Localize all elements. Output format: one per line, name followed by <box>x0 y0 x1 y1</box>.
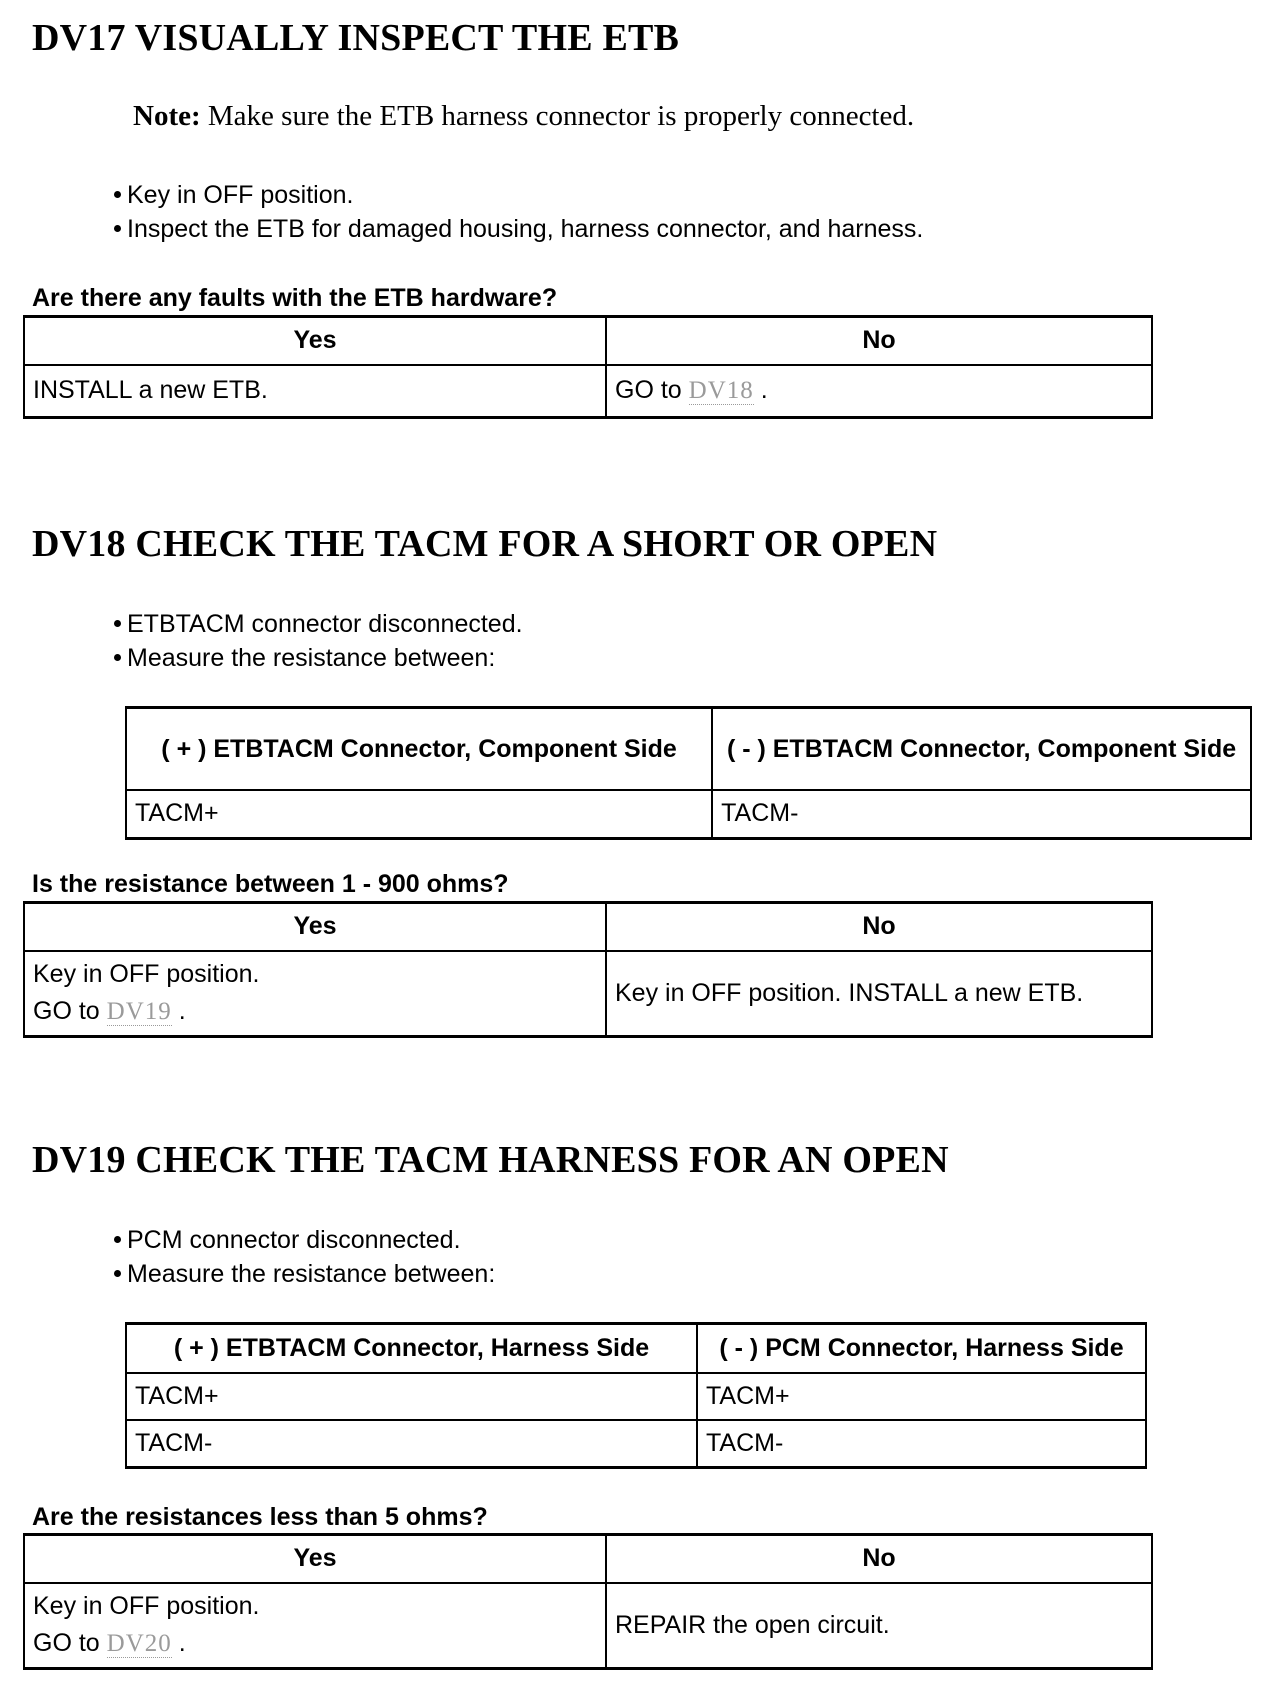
table-cell: TACM- <box>712 790 1251 839</box>
yes-header: Yes <box>24 317 606 365</box>
dv17-answer-table <box>23 315 1153 419</box>
dv20-link[interactable]: DV20 <box>106 1630 172 1658</box>
dv17-question: Are there any faults with the ETB hardware? <box>32 284 558 312</box>
no-cell: REPAIR the open circuit. <box>606 1583 1152 1669</box>
table-cell: TACM- <box>697 1420 1146 1468</box>
yes-line: Key in OFF position. <box>33 1592 260 1621</box>
dv19-measure-table <box>125 1322 1147 1469</box>
list-item <box>114 178 923 212</box>
table-cell: TACM- <box>126 1420 697 1468</box>
dv19-link[interactable]: DV19 <box>106 998 172 1026</box>
list-item-text: Key in OFF position. <box>127 181 354 209</box>
plus-connector-header: ( + ) ETBTACM Connector, Harness Side <box>126 1324 697 1373</box>
dv18-heading: DV18 CHECK THE TACM FOR A SHORT OR OPEN <box>32 523 938 565</box>
table-cell: TACM+ <box>126 790 712 839</box>
dv19-heading: DV19 CHECK THE TACM HARNESS FOR AN OPEN <box>32 1139 949 1181</box>
dv19-steps-list <box>114 1223 495 1291</box>
dv18-answer-table <box>23 901 1153 1038</box>
dv18-link[interactable]: DV18 <box>688 377 754 405</box>
bullet-icon <box>114 1270 121 1277</box>
yes-header: Yes <box>24 903 606 951</box>
go-to-suffix: . <box>171 997 186 1026</box>
table-cell: TACM+ <box>697 1373 1146 1420</box>
plus-connector-header: ( + ) ETBTACM Connector, Component Side <box>126 708 712 790</box>
no-header: No <box>606 1535 1152 1583</box>
bullet-icon <box>114 620 121 627</box>
note-text: Make sure the ETB harness connector is properly connected. <box>200 100 915 132</box>
bullet-icon <box>114 654 121 661</box>
yes-cell <box>24 951 606 1037</box>
yes-header: Yes <box>24 1535 606 1583</box>
yes-cell <box>24 1583 606 1669</box>
list-item-text: PCM connector disconnected. <box>127 1226 461 1254</box>
table-cell: TACM+ <box>126 1373 697 1420</box>
dv19-question: Are the resistances less than 5 ohms? <box>32 1503 488 1531</box>
list-item-text: Measure the resistance between: <box>127 1260 496 1288</box>
bullet-icon <box>114 225 121 232</box>
yes-line: Key in OFF position. <box>33 960 260 989</box>
list-item <box>114 607 523 641</box>
list-item-text: Measure the resistance between: <box>127 644 496 672</box>
dv17-note <box>133 100 914 133</box>
dv19-answer-table <box>23 1533 1153 1670</box>
dv18-question: Is the resistance between 1 - 900 ohms? <box>32 870 509 898</box>
dv17-heading: DV17 VISUALLY INSPECT THE ETB <box>32 17 680 59</box>
no-cell: Key in OFF position. INSTALL a new ETB. <box>606 951 1152 1037</box>
minus-connector-header: ( - ) ETBTACM Connector, Component Side <box>712 708 1251 790</box>
yes-line <box>33 1625 597 1662</box>
list-item-text: Inspect the ETB for damaged housing, harness connector, and harness. <box>127 215 924 243</box>
list-item <box>114 641 523 675</box>
dv17-steps-list <box>114 178 923 246</box>
go-to-suffix: . <box>171 1629 186 1658</box>
go-to-label: GO to <box>615 376 689 405</box>
no-cell <box>606 365 1152 418</box>
go-to-suffix: . <box>753 376 768 405</box>
list-item-text: ETBTACM connector disconnected. <box>127 610 523 638</box>
minus-connector-header: ( - ) PCM Connector, Harness Side <box>697 1324 1146 1373</box>
list-item <box>114 1223 495 1257</box>
yes-cell: INSTALL a new ETB. <box>24 365 606 418</box>
dv18-measure-table <box>125 706 1252 840</box>
bullet-icon <box>114 1236 121 1243</box>
yes-line <box>33 993 597 1030</box>
no-header: No <box>606 317 1152 365</box>
dv18-steps-list <box>114 607 523 675</box>
list-item <box>114 1257 495 1291</box>
go-to-label: GO to <box>33 997 107 1026</box>
bullet-icon <box>114 191 121 198</box>
list-item <box>114 212 923 246</box>
note-label: Note: <box>133 100 201 132</box>
no-header: No <box>606 903 1152 951</box>
go-to-label: GO to <box>33 1629 107 1658</box>
